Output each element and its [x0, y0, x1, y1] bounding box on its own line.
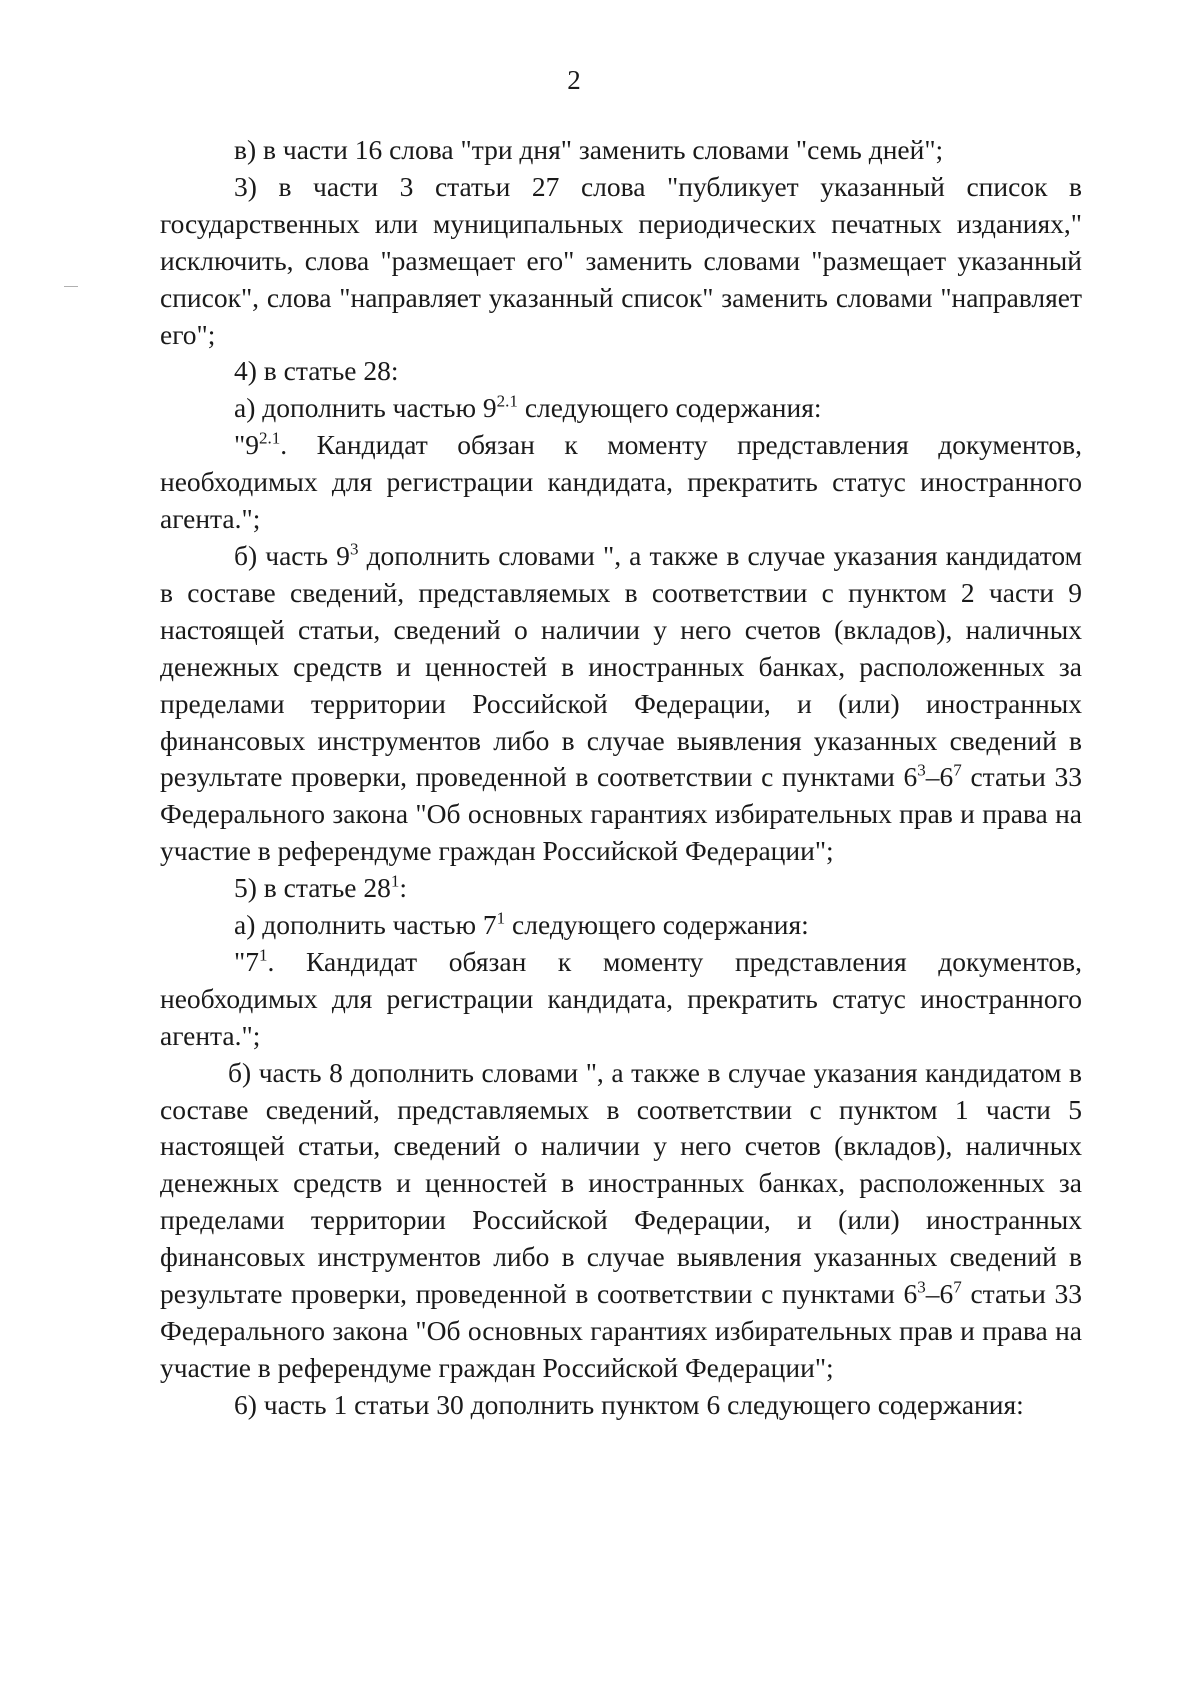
paragraph-item-5b [160, 1055, 1082, 1387]
paragraph-item-6: 6) часть 1 статьи 30 дополнить пунктом 6 следующего содержания: [234, 1388, 1024, 1420]
margin-mark [64, 286, 78, 287]
paragraph-item-4b [160, 538, 1082, 870]
text-run: "7 [234, 945, 259, 977]
superscript: 3 [917, 1277, 926, 1297]
text-run: статьи 33 Федерального закона "Об основных гарантиях избирательных прав и права на участие в референдуме граждан Российской Федерации"; [160, 1278, 1082, 1383]
paragraph-part-7-1 [160, 944, 1082, 1055]
superscript: 2.1 [496, 391, 518, 411]
superscript: 1 [390, 871, 400, 891]
text-run: а) дополнить частью 7 [234, 909, 497, 941]
text-run: следующего содержания: [517, 392, 822, 424]
text-run: б) часть 9 [234, 539, 350, 571]
paragraph-item-5 [160, 870, 1082, 907]
superscript: 3 [349, 539, 359, 559]
text-run: : [399, 872, 407, 904]
text-run: "9 [234, 429, 259, 461]
text-run: . Кандидат обязан к моменту представления документов, необходимых для регистрации кандидата, прекратить статус иностранного агента."; [160, 429, 1082, 535]
superscript: 1 [496, 908, 506, 928]
paragraph-v-part-16: в) в части 16 слова "три дня" заменить словами "семь дней"; [234, 134, 944, 165]
text-run: –6 [925, 761, 954, 793]
text-run: –6 [925, 1278, 954, 1310]
text-run: 5) в статье 28 [234, 872, 391, 904]
text-run: б) часть 8 дополнить словами ", а также в случае указания кандидатом в составе сведений, представляемых в соответствии с пунктом 1 части 5 настоящей статьи, сведений о наличии у него счетов (вкладов), наличных денежных средств и ценностей в иностранных банках, расположенных за пределами территории Российской Федерации, и (или) иностранных финансовых инструментов либо в случае выявления указанных сведений в результате проверки, проведенной в соответствии с пунктами 6 [160, 1056, 1082, 1310]
paragraph-item-4a [160, 390, 1082, 427]
superscript: 7 [953, 1277, 962, 1297]
paragraph-part-9-2-1 [160, 427, 1082, 538]
text-run: дополнить словами ", а также в случае указания кандидатом в составе сведений, представляемых в соответствии с пунктом 2 части 9 настоящей статьи, сведений о наличии у него счетов (вкладов), наличных денежных средств и ценностей в иностранных банках, расположенных за пределами территории Российской Федерации, и (или) иностранных финансовых инструментов либо в случае выявления указанных сведений в результате проверки, проведенной в соответствии с пунктами 6 [160, 539, 1083, 793]
document-body [160, 132, 1082, 1424]
superscript: 7 [953, 760, 962, 780]
paragraph-item-5a [160, 907, 1082, 944]
paragraph-item-3: 3) в части 3 статьи 27 слова "публикует указанный список в государственных или муниципальных периодических печатных изданиях," исключить, слова "размещает его" заменить словами "размещает указанный список", слова "направляет указанный список" заменить словами "направляет его"; [160, 170, 1082, 350]
superscript: 1 [258, 945, 268, 965]
paragraph-item-4: 4) в статье 28: [234, 355, 399, 387]
superscript: 3 [917, 760, 926, 780]
text-run: статьи 33 Федерального закона "Об основных гарантиях избирательных прав и права на участие в референдуме граждан Российской Федерации"; [160, 761, 1082, 867]
text-run: следующего содержания: [505, 909, 809, 941]
superscript: 2.1 [258, 428, 281, 448]
text-run: а) дополнить частью 9 [234, 392, 497, 424]
text-run: . Кандидат обязан к моменту представления документов, необходимых для регистрации кандидата, прекратить статус иностранного агента."; [160, 945, 1082, 1051]
page-number: 2 [567, 65, 581, 95]
